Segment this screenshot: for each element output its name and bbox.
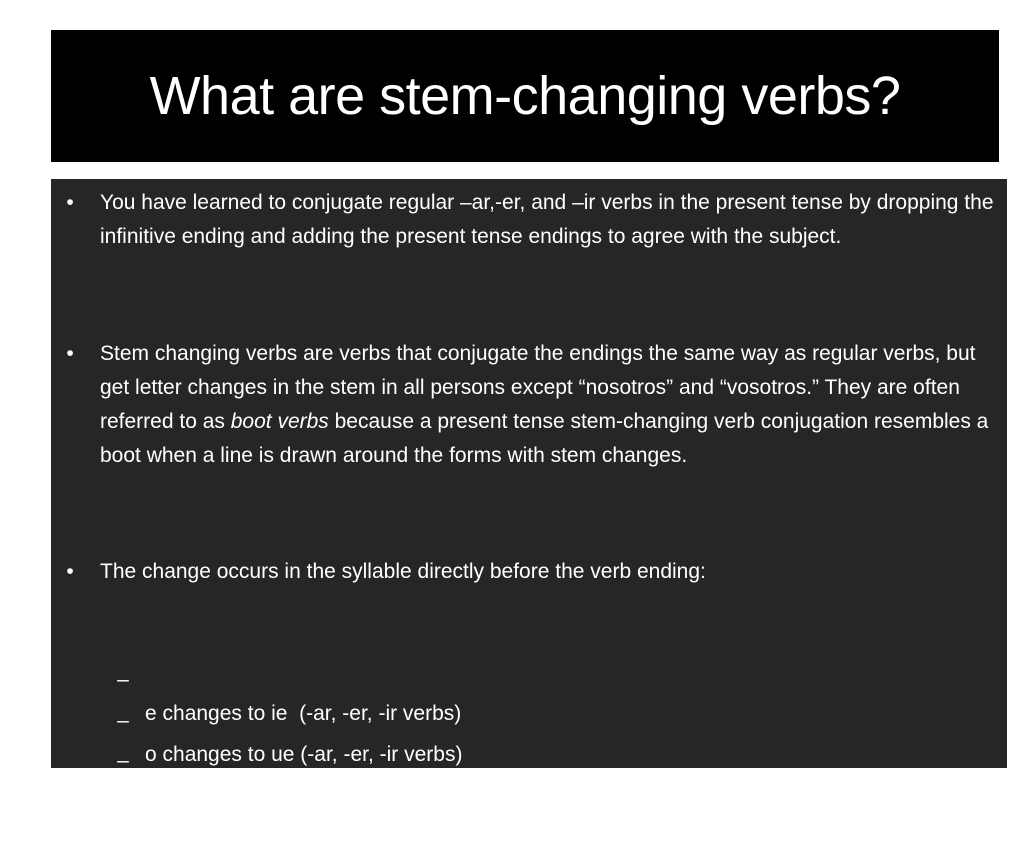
bullet-glyph: •	[66, 191, 74, 214]
subbullet-text: o changes to ue (-ar, -er, -ir verbs)	[145, 743, 463, 766]
subbullet-glyph: –	[117, 709, 129, 732]
subbullet-glyph: –	[117, 668, 129, 691]
bullet-glyph: •	[66, 342, 74, 365]
bullet-text: The change occurs in the syllable directly before the verb ending:	[100, 560, 706, 583]
subbullet-text: e changes to i ( only –ir verbs)	[145, 783, 450, 806]
title-box	[51, 30, 999, 162]
bullet-text: You have learned to conjugate regular –ar,-er, and –ir verbs in the present tense by dropping the infinitive ending and adding the present tense endings to agree with the subject.	[100, 191, 994, 248]
subbullet-item	[51, 710, 1007, 846]
bullet-text-part: Stem changing verbs are verbs that conjugate the endings the same way as regular verbs, but get letter changes in the stem in all persons except “nosotros” and “vosotros.” They are often referred to as	[100, 342, 976, 433]
slide-title: What are stem-changing verbs?	[149, 66, 901, 126]
bullet-text	[100, 337, 998, 473]
content-box	[51, 179, 1007, 806]
bullet-emphasis: boot verbs	[230, 410, 329, 433]
subbullet-glyph: –	[117, 749, 129, 772]
bullet-text-part: because a present tense stem-changing verb conjugation resembles a boot when a line is drawn around the forms with stem changes.	[100, 410, 989, 467]
bullet-glyph: •	[66, 560, 74, 583]
subbullet-text: e changes to ie (-ar, -er, -ir verbs)	[145, 702, 462, 725]
